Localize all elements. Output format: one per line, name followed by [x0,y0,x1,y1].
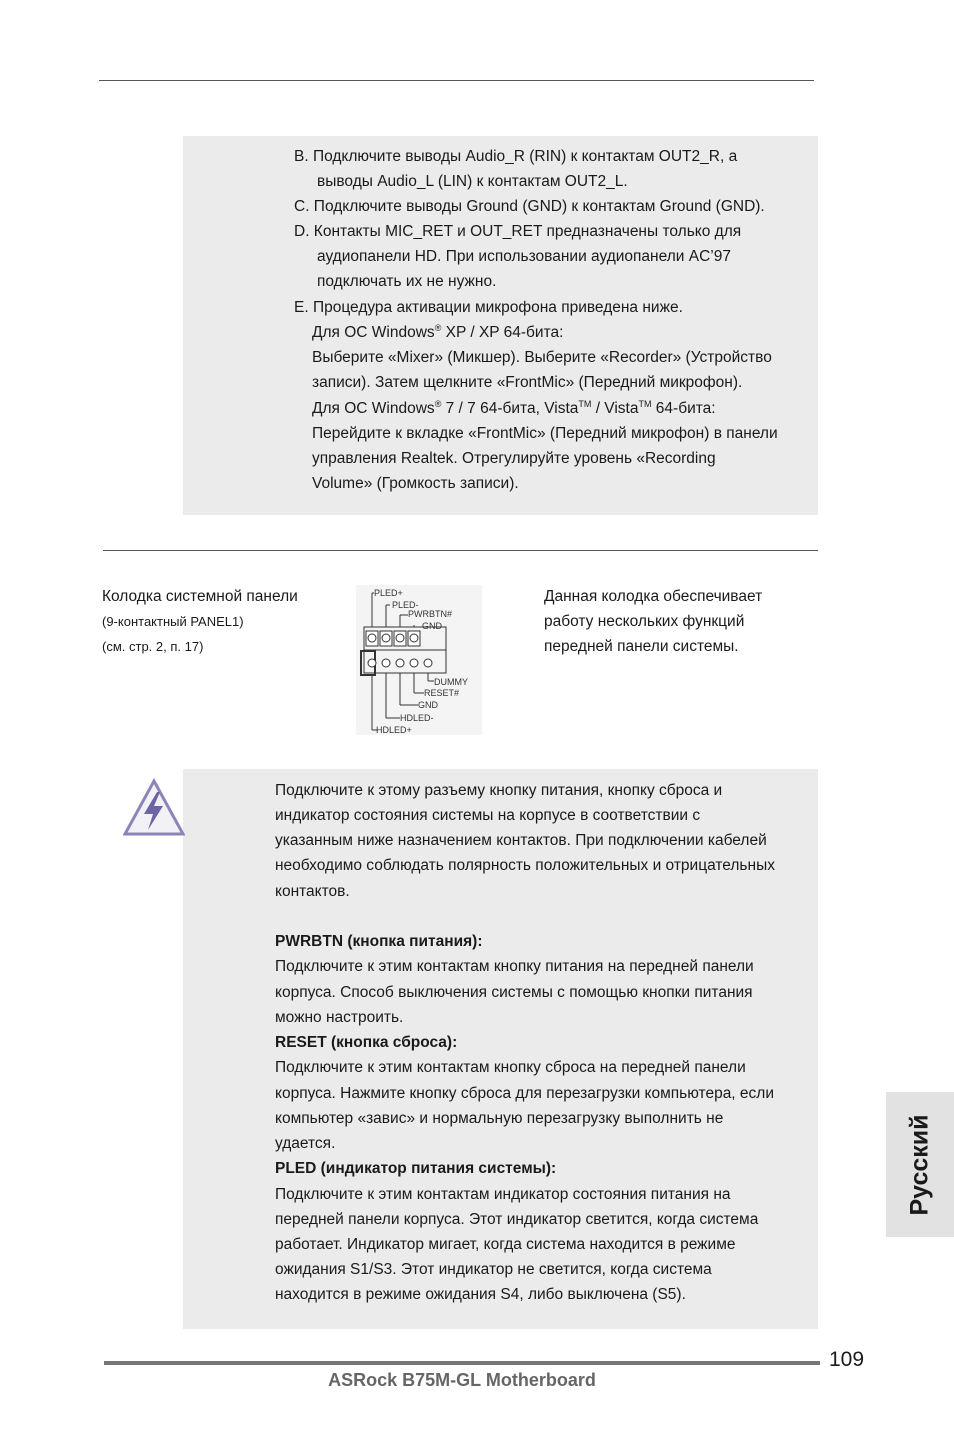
pin-label-pled-plus: PLED+ [374,588,403,598]
note-line [312,396,716,421]
pin [410,659,418,667]
reset-text: компьютер «завис» и нормальную перезагрузку выполнить не [275,1110,724,1127]
footer-title: ASRock B75M-GL Motherboard [328,1370,596,1390]
section-description: работу нескольких функций [544,613,745,630]
registered-mark: ® [434,323,442,333]
note-line: Перейдите к вкладке «FrontMic» (Передний микрофон) в панели [312,425,778,442]
trademark-mark: TM [578,399,592,409]
registered-mark: ® [434,399,442,409]
note-line: D. Контакты MIC_RET и OUT_RET предназначены только для [294,223,742,240]
trademark-mark: TM [638,399,652,409]
pin [396,634,404,642]
pled-text: находится в режиме ожидания S4, либо выключена (S5). [275,1286,686,1303]
pin-label-hdled-plus: HDLED+ [376,725,412,735]
warning-text: указанным ниже назначением контактов. При подключении кабелей [275,832,767,849]
pin [368,634,376,642]
pled-heading: PLED (индикатор питания системы): [275,1160,557,1177]
pwrbtn-text: корпуса. Способ выключения системы с помощью кнопки питания [275,984,753,1001]
pin [368,659,376,667]
note-line: Выберите «Mixer» (Микшер). Выберите «Recorder» (Устройство [312,349,772,366]
pled-text: передней панели корпуса. Этот индикатор светится, когда система [275,1211,759,1228]
pled-text: Подключите к этим контактам индикатор состояния питания на [275,1186,731,1203]
panel-pin-diagram [356,585,482,735]
note-text: Для ОС Windows [312,400,435,417]
warning-lightning-icon [123,778,185,838]
pin [382,659,390,667]
pin-label-dummy: DUMMY [434,677,468,687]
note-line: управления Realtek. Отрегулируйте уровень «Recording [312,450,716,467]
warning-text: контактов. [275,883,350,900]
language-tab-label: Русский [905,1113,934,1216]
note-line: E. Процедура активации микрофона приведена ниже. [294,299,683,316]
section-reference: (см. стр. 2, п. 17) [102,639,204,654]
warning-text: индикатор состояния системы на корпусе в соответствии с [275,807,701,824]
note-text: / Vista [591,400,639,417]
note-line: записи). Затем щелкните «FrontMic» (Передний микрофон). [312,374,743,391]
reset-text: корпуса. Нажмите кнопку сброса для перезагрузки компьютера, если [275,1085,774,1102]
reset-heading: RESET (кнопка сброса): [275,1034,458,1051]
pin [396,659,404,667]
note-line [312,320,563,345]
note-text: XP / XP 64-бита: [441,324,564,341]
reset-text: удается. [275,1135,336,1152]
note-line: выводы Audio_L (LIN) к контактам OUT2_L. [317,173,628,190]
note-text: Для ОС Windows [312,324,435,341]
pin [410,634,418,642]
pin-label-gnd-bottom: GND [418,700,438,710]
pled-text: ожидания S1/S3. Этот индикатор не светится, когда система [275,1261,712,1278]
page-number: 109 [829,1348,865,1371]
section-subtitle: (9-контактный PANEL1) [102,614,244,629]
pwrbtn-text: Подключите к этим контактам кнопку питания на передней панели [275,958,754,975]
pin [424,659,432,667]
footer-bar [104,1361,820,1365]
warning-text: Подключите к этому разъему кнопку питания, кнопку сброса и [275,782,723,799]
section-description: Данная колодка обеспечивает [544,588,763,605]
pin-label-gnd-top: GND [422,621,442,631]
note-line: подключать их не нужно. [317,273,497,290]
language-tab [886,1092,954,1237]
pin-label-pwrbtn: PWRBTN# [408,609,453,619]
pin [382,634,390,642]
pwrbtn-text: можно настроить. [275,1009,404,1026]
section-title: Колодка системной панели [102,588,298,605]
section-rule [103,550,818,551]
note-line: Volume» (Громкость записи). [312,475,519,492]
pled-text: работает. Индикатор мигает, когда система находится в режиме [275,1236,736,1253]
pin-label-reset: RESET# [424,688,460,698]
note-line: аудиопанели HD. При использовании аудиопанели AC’97 [317,248,731,265]
reset-text: Подключите к этим контактам кнопку сброса на передней панели [275,1059,746,1076]
note-line: B. Подключите выводы Audio_R (RIN) к контактам OUT2_R, а [294,148,738,165]
note-text: 7 / 7 64-бита, Vista [441,400,579,417]
pin-label-hdled-minus: HDLED- [400,713,434,723]
top-rule [99,80,814,81]
note-line: C. Подключите выводы Ground (GND) к контактам Ground (GND). [294,198,765,215]
pwrbtn-heading: PWRBTN (кнопка питания): [275,933,483,950]
note-text: 64-бита: [651,400,716,417]
pin-label-pled-minus: PLED- [392,600,419,610]
section-description: передней панели системы. [544,638,739,655]
warning-text: необходимо соблюдать полярность положительных и отрицательных [275,857,775,874]
